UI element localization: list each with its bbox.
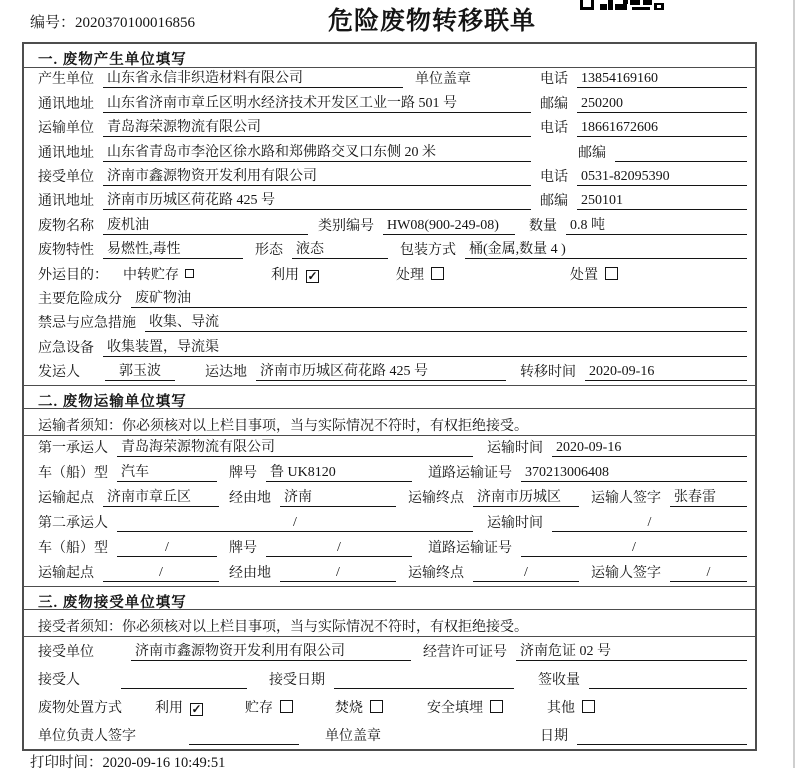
receipt-label: 签收量 bbox=[538, 673, 580, 689]
row-purpose bbox=[24, 263, 755, 287]
date-value bbox=[577, 727, 747, 745]
via1-value: 济南 bbox=[280, 489, 396, 507]
terminal2-label: 运输终点 bbox=[408, 566, 464, 582]
trait-value: 易燃性,毒性 bbox=[103, 241, 243, 259]
producer-label: 产生单位 bbox=[38, 72, 94, 88]
unit-seal-label: 单位盖章 bbox=[415, 72, 471, 88]
vehicle1-value: 汽车 bbox=[117, 464, 217, 482]
row-carrier1 bbox=[24, 436, 755, 461]
transporter-notice: 运输者须知：你必须核对以上栏目事项，当与实际情况不符时，有权拒绝接受。 bbox=[24, 409, 755, 436]
origin1-value: 济南市章丘区 bbox=[103, 489, 219, 507]
row-acceptor bbox=[24, 665, 755, 693]
transport-time1-value: 2020-09-16 bbox=[552, 439, 747, 457]
carrier1-label: 第一承运人 bbox=[38, 441, 108, 457]
row-producer bbox=[24, 68, 755, 92]
producer-addr-value: 山东省济南市章丘区明水经济技术开发区工业一路 501 号 bbox=[103, 95, 531, 113]
row-route2 bbox=[24, 561, 755, 586]
equipment-value: 收集装置，导流渠 bbox=[103, 339, 747, 357]
row-taboo bbox=[24, 312, 755, 336]
section2-heading: 二. 废物运输单位填写 bbox=[24, 385, 755, 409]
transporter-value: 青岛海荣源物流有限公司 bbox=[103, 119, 531, 137]
disposal-label: 废物处置方式 bbox=[38, 701, 122, 717]
sign1-value: 张春雷 bbox=[670, 489, 747, 507]
transfer-time-value: 2020-09-16 bbox=[585, 363, 747, 381]
purpose-option-utilize: 利用 ✓ bbox=[271, 267, 318, 283]
carrier2-value: / bbox=[117, 514, 473, 532]
transport-time2-value: / bbox=[552, 514, 747, 532]
category-label: 类别编号 bbox=[318, 218, 374, 234]
form-value: 液态 bbox=[292, 241, 388, 259]
transport-time1-label: 运输时间 bbox=[487, 441, 543, 457]
transporter-addr-value: 山东省青岛市李沧区徐水路和郑佛路交叉口东侧 20 米 bbox=[103, 144, 531, 162]
terminal1-value: 济南市历城区 bbox=[473, 489, 579, 507]
row-consignor bbox=[24, 361, 755, 385]
row-hazard bbox=[24, 288, 755, 312]
transport-time2-label: 运输时间 bbox=[487, 516, 543, 532]
checkbox-disposal-store bbox=[280, 700, 293, 713]
row-accept-unit bbox=[24, 637, 755, 665]
license1-label: 道路运输证号 bbox=[428, 466, 512, 482]
terminal1-label: 运输终点 bbox=[408, 491, 464, 507]
quantity-label: 数量 bbox=[529, 218, 557, 234]
taboo-value: 收集、导流 bbox=[145, 314, 747, 332]
waste-name-value: 废机油 bbox=[103, 217, 308, 235]
disposal-option-store: 贮存 bbox=[245, 697, 293, 717]
plate2-value: / bbox=[266, 539, 412, 557]
license2-value: / bbox=[521, 539, 747, 557]
checkbox-treat bbox=[431, 267, 444, 280]
transporter-phone-label: 电话 bbox=[540, 121, 568, 137]
row-vehicle1 bbox=[24, 461, 755, 486]
purpose-option-transfer-storage: 中转贮存 bbox=[123, 264, 194, 284]
vehicle2-value: / bbox=[117, 539, 217, 557]
serial-value: 2020370100016856 bbox=[75, 15, 196, 31]
plate1-value: 鲁 UK8120 bbox=[266, 464, 412, 482]
row-transporter bbox=[24, 117, 755, 141]
row-chief-sign bbox=[24, 721, 755, 749]
purpose-label: 外运目的： bbox=[38, 267, 108, 283]
transporter-label: 运输单位 bbox=[38, 121, 94, 137]
disposal-option-utilize: 利用 ✓ bbox=[155, 701, 202, 717]
destination-label: 运达地 bbox=[205, 365, 247, 381]
receiver-zip-value: 250101 bbox=[577, 192, 747, 210]
destination-value: 济南市历城区荷花路 425 号 bbox=[256, 363, 506, 381]
checkbox-utilize-checked: ✓ bbox=[307, 268, 318, 283]
row-carrier2 bbox=[24, 511, 755, 536]
row-waste-name bbox=[24, 214, 755, 238]
transporter-zip-label: 邮编 bbox=[578, 145, 606, 161]
taboo-label: 禁忌与应急措施 bbox=[38, 316, 136, 332]
serial-number bbox=[30, 11, 195, 32]
via2-value: / bbox=[280, 564, 396, 582]
checkbox-disposal-other bbox=[582, 700, 595, 713]
disposal-option-landfill: 安全填埋 bbox=[427, 697, 503, 717]
transporter-phone-value: 18661672606 bbox=[577, 119, 747, 137]
receiver-addr-label: 通讯地址 bbox=[38, 194, 94, 210]
section3-heading: 三. 废物接受单位填写 bbox=[24, 586, 755, 610]
via2-label: 经由地 bbox=[229, 566, 271, 582]
equipment-label: 应急设备 bbox=[38, 340, 94, 356]
row-transporter-address bbox=[24, 141, 755, 165]
row-producer-address bbox=[24, 92, 755, 116]
row-receiver-address bbox=[24, 190, 755, 214]
consignor-label: 发运人 bbox=[38, 365, 80, 381]
producer-phone-value: 13854169160 bbox=[577, 70, 747, 88]
accept-date-label: 接受日期 bbox=[269, 673, 325, 689]
checkbox-dispose bbox=[605, 267, 618, 280]
chief-sign-value bbox=[189, 727, 299, 745]
plate2-label: 牌号 bbox=[229, 541, 257, 557]
producer-zip-value: 250200 bbox=[577, 95, 747, 113]
checkbox-disposal-utilize-checked: ✓ bbox=[191, 702, 202, 717]
receiver-phone-value: 0531-82095390 bbox=[577, 168, 747, 186]
transporter-addr-label: 通讯地址 bbox=[38, 145, 94, 161]
row-vehicle2 bbox=[24, 536, 755, 561]
accept-date-value bbox=[334, 671, 514, 689]
receiver-notice: 接受者须知：你必须核对以上栏目事项，当与实际情况不符时，有权拒绝接受。 bbox=[24, 610, 755, 637]
waste-name-label: 废物名称 bbox=[38, 218, 94, 234]
print-time-value: 2020-09-16 10:49:51 bbox=[102, 755, 226, 771]
row-disposal bbox=[24, 693, 755, 721]
trait-label: 废物特性 bbox=[38, 243, 94, 259]
form-label: 形态 bbox=[255, 243, 283, 259]
purpose-option-treat: 处理 bbox=[396, 264, 444, 284]
category-value: HW08(900-249-08) bbox=[383, 217, 515, 235]
accept-unit-value: 济南市鑫源物资开发利用有限公司 bbox=[131, 643, 411, 661]
receiver-zip-label: 邮编 bbox=[540, 194, 568, 210]
sign2-value: / bbox=[670, 564, 747, 582]
receiver-addr-value: 济南市历城区荷花路 425 号 bbox=[103, 192, 531, 210]
checkbox-disposal-incinerate bbox=[370, 700, 383, 713]
acceptor-label: 接受人 bbox=[38, 673, 80, 689]
transfer-time-label: 转移时间 bbox=[520, 365, 576, 381]
row-receiver bbox=[24, 166, 755, 190]
hazard-label: 主要危险成分 bbox=[38, 291, 122, 307]
producer-phone-label: 电话 bbox=[540, 72, 568, 88]
qr-code-fragment bbox=[580, 0, 664, 11]
producer-addr-label: 通讯地址 bbox=[38, 96, 94, 112]
quantity-value: 0.8 吨 bbox=[566, 217, 747, 235]
license1-value: 370213006408 bbox=[521, 464, 747, 482]
row-equipment bbox=[24, 336, 755, 360]
page-title: 危险废物转移联单 bbox=[328, 8, 537, 35]
transporter-zip-value bbox=[615, 144, 747, 162]
chief-sign-label: 单位负责人签字 bbox=[38, 729, 136, 745]
disposal-option-other: 其他 bbox=[547, 697, 595, 717]
checkbox-transfer-storage bbox=[185, 269, 194, 278]
disposal-option-incinerate: 焚烧 bbox=[335, 697, 383, 717]
date-label: 日期 bbox=[540, 729, 568, 745]
sign1-label: 运输人签字 bbox=[591, 491, 661, 507]
checkbox-disposal-landfill bbox=[490, 700, 503, 713]
acceptor-value bbox=[121, 671, 247, 689]
purpose-option-dispose: 处置 bbox=[570, 264, 618, 284]
plate1-label: 牌号 bbox=[229, 466, 257, 482]
via1-label: 经由地 bbox=[229, 491, 271, 507]
serial-label: 编号： bbox=[30, 15, 76, 31]
producer-zip-label: 邮编 bbox=[540, 96, 568, 112]
vehicle1-label: 车（船）型 bbox=[38, 466, 108, 482]
packing-label: 包装方式 bbox=[400, 243, 456, 259]
page-edge-line bbox=[793, 0, 795, 768]
permit-value: 济南危证 02 号 bbox=[516, 643, 747, 661]
row-route1 bbox=[24, 486, 755, 511]
carrier2-label: 第二承运人 bbox=[38, 516, 108, 532]
receipt-value bbox=[589, 671, 747, 689]
origin2-value: / bbox=[103, 564, 219, 582]
carrier1-value: 青岛海荣源物流有限公司 bbox=[117, 439, 473, 457]
consignor-value: 郭玉波 bbox=[105, 363, 175, 381]
accept-unit-label: 接受单位 bbox=[38, 645, 94, 661]
form-body bbox=[22, 42, 757, 751]
unit-seal-label-2: 单位盖章 bbox=[325, 729, 381, 745]
receiver-phone-label: 电话 bbox=[540, 169, 568, 185]
receiver-value: 济南市鑫源物资开发利用有限公司 bbox=[103, 168, 531, 186]
print-time-label: 打印时间： bbox=[30, 755, 103, 771]
sign2-label: 运输人签字 bbox=[591, 566, 661, 582]
origin1-label: 运输起点 bbox=[38, 491, 94, 507]
vehicle2-label: 车（船）型 bbox=[38, 541, 108, 557]
license2-label: 道路运输证号 bbox=[428, 541, 512, 557]
row-waste-trait bbox=[24, 239, 755, 263]
receiver-label: 接受单位 bbox=[38, 169, 94, 185]
packing-value: 桶(金属,数量 4 ) bbox=[465, 241, 747, 259]
producer-value: 山东省永信非织造材料有限公司 bbox=[103, 70, 403, 88]
terminal2-value: / bbox=[473, 564, 579, 582]
origin2-label: 运输起点 bbox=[38, 566, 94, 582]
hazard-value: 废矿物油 bbox=[131, 290, 747, 308]
print-time bbox=[30, 751, 225, 772]
section1-heading: 一. 废物产生单位填写 bbox=[24, 44, 755, 68]
permit-label: 经营许可证号 bbox=[423, 645, 507, 661]
